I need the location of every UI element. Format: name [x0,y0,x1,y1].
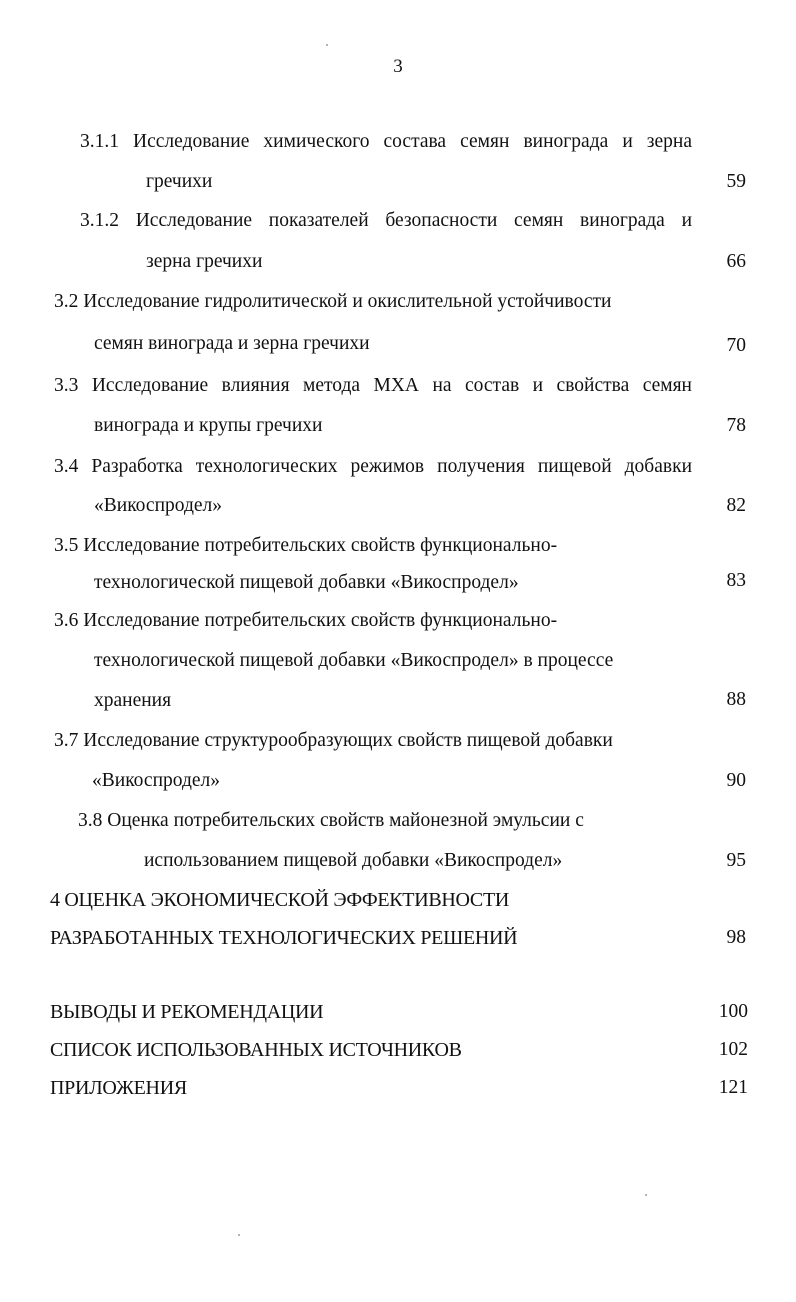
toc-entry-3-8-line-1: 3.8 Оценка потребительских свойств майонезной эмульсии с [78,810,584,831]
toc-entry-3-5-line-1: 3.5 Исследование потребительских свойств функционально- [54,535,558,556]
scan-speck [645,1194,647,1196]
toc-entry-3-6-line-3: хранения [94,690,172,711]
toc-entry-3-7-page: 90 [726,770,746,791]
toc-entry-3-4-page: 82 [726,495,746,516]
toc-entry-4-line-1: 4 ОЦЕНКА ЭКОНОМИЧЕСКОЙ ЭФФЕКТИВНОСТИ [50,889,510,911]
toc-entry-3-3-line-2: винограда и крупы гречихи [94,415,323,436]
toc-entry-3-3-line-1: 3.3 Исследование влияния метода МХА на состав и свойства семян [54,375,692,396]
toc-entry-4-line-2: РАЗРАБОТАННЫХ ТЕХНОЛОГИЧЕСКИХ РЕШЕНИЙ [50,927,518,949]
toc-entry-3-2-line-1: 3.2 Исследование гидролитической и окислительной устойчивости [54,291,612,312]
toc-entry-3-7-line-1: 3.7 Исследование структурообразующих свойств пищевой добавки [54,730,613,751]
toc-entry-3-4-line-2: «Викоспродел» [94,495,222,516]
toc-entry-3-6-line-2: технологической пищевой добавки «Викоспродел» в процессе [94,650,614,671]
toc-entry-3-4-line-1: 3.4 Разработка технологических режимов получения пищевой добавки [54,456,692,477]
page-number: 3 [393,56,403,77]
toc-entry-appendices: ПРИЛОЖЕНИЯ [50,1077,187,1099]
toc-entry-3-6-line-1: 3.6 Исследование потребительских свойств функционально- [54,610,558,631]
toc-entry-3-2-line-2: семян винограда и зерна гречихи [94,333,370,354]
toc-entry-3-1-1-line-2: гречихи [146,171,213,192]
toc-entry-3-2-page: 70 [726,335,746,356]
toc-entry-3-5-line-2: технологической пищевой добавки «Викоспродел» [94,572,519,593]
toc-entry-4-page: 98 [726,927,746,948]
toc-entry-references: СПИСОК ИСПОЛЬЗОВАННЫХ ИСТОЧНИКОВ [50,1039,462,1061]
toc-entry-3-1-1-page: 59 [726,171,746,192]
toc-entry-appendices-page: 121 [718,1077,748,1098]
toc-entry-3-7-line-2: «Викоспродел» [92,770,220,791]
toc-entry-3-8-line-2: использованием пищевой добавки «Викоспродел» [144,850,563,871]
toc-entry-3-1-2-page: 66 [726,251,746,272]
toc-entry-3-8-page: 95 [726,850,746,871]
toc-entry-3-1-2-line-1: 3.1.2 Исследование показателей безопасности семян винограда и [80,210,692,231]
toc-entry-3-6-page: 88 [726,689,746,710]
toc-entry-conclusions-page: 100 [718,1001,748,1022]
toc-entry-references-page: 102 [718,1039,748,1060]
scan-speck [238,1234,240,1236]
toc-entry-conclusions: ВЫВОДЫ И РЕКОМЕНДАЦИИ [50,1001,324,1023]
toc-entry-3-3-page: 78 [726,415,746,436]
scan-speck [326,44,328,46]
toc-entry-3-1-2-line-2: зерна гречихи [146,251,263,272]
toc-entry-3-1-1-line-1: 3.1.1 Исследование химического состава семян винограда и зерна [80,131,692,152]
toc-entry-3-5-page: 83 [726,570,746,591]
